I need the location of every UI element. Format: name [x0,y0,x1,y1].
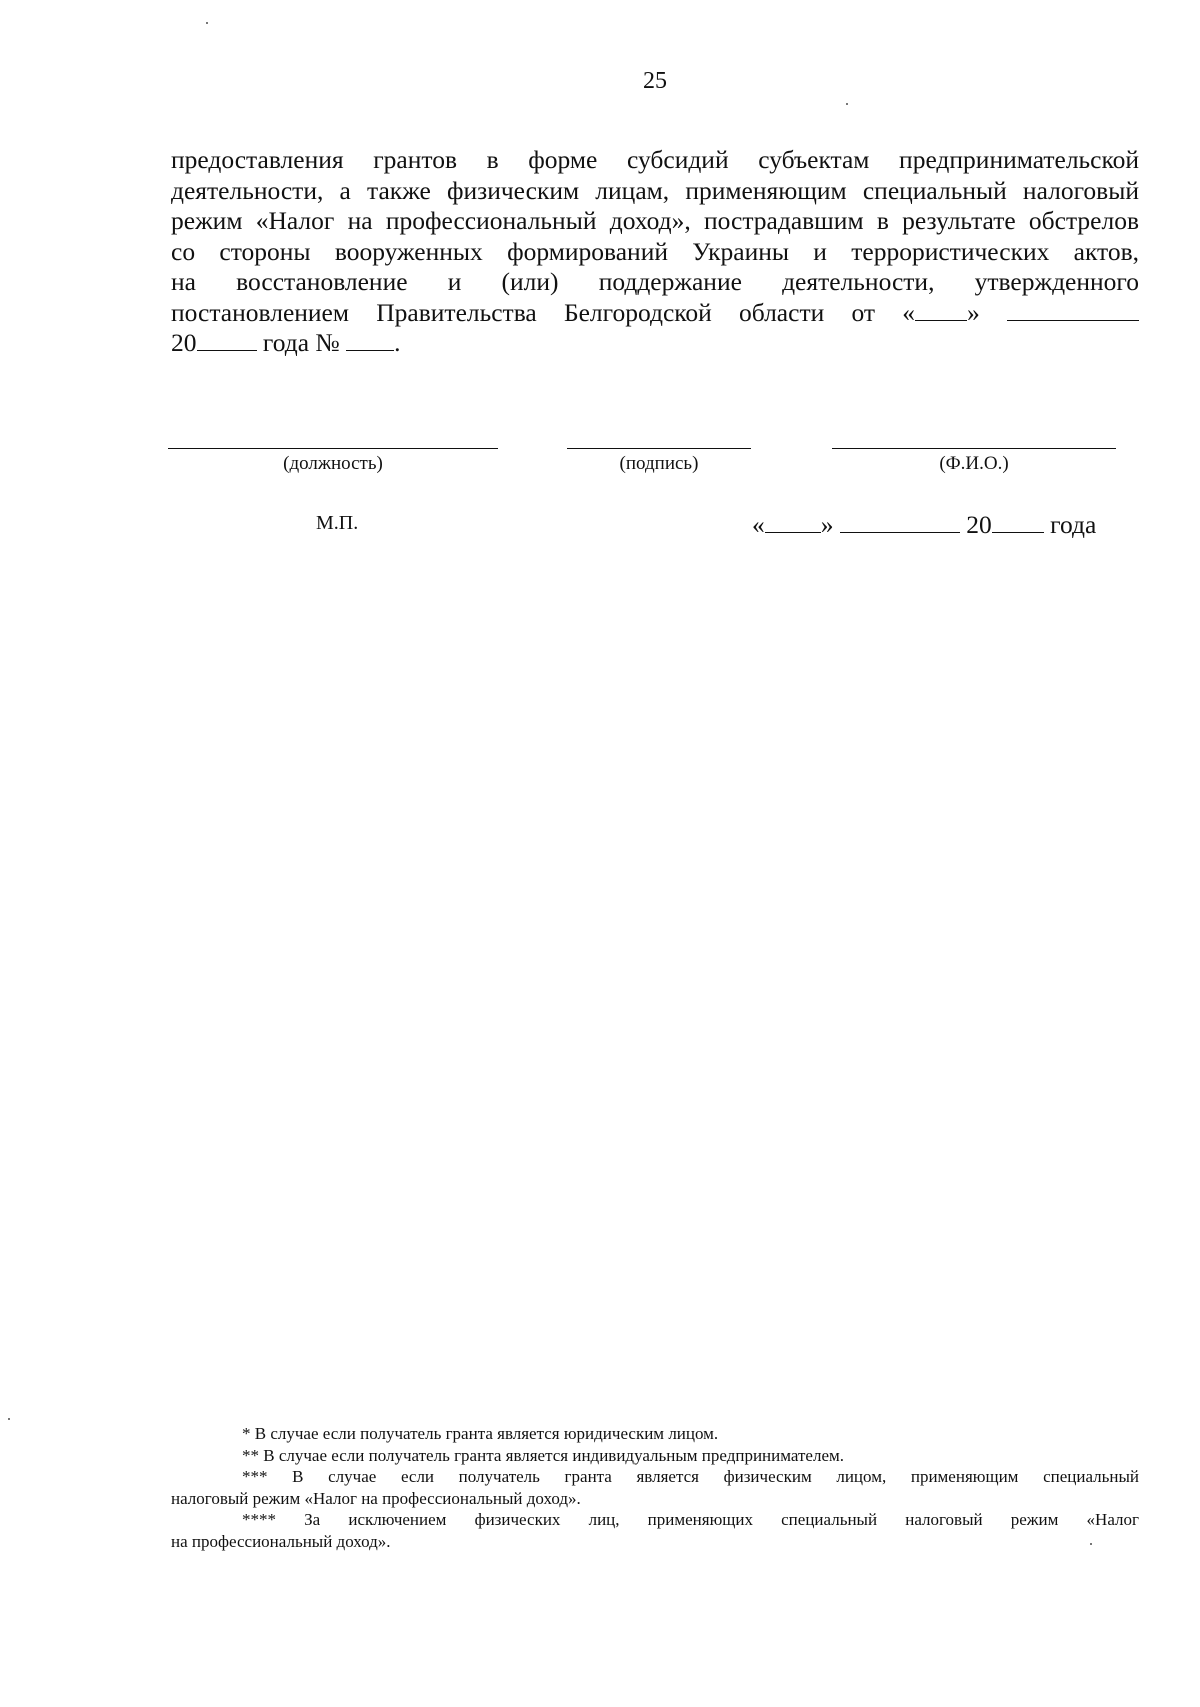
stamp-label: М.П. [316,512,359,534]
footnote-1: * В случае если получатель гранта является юридическим лицом. [242,1424,719,1443]
name-label: (Ф.И.О.) [939,453,1009,474]
footnote-3-line-1: *** В случае если получатель гранта является физическим лицом, применяющим специальный [242,1467,1139,1486]
footnote-2: ** В случае если получатель гранта является индивидуальным предпринимателем. [242,1445,845,1465]
signature-date [752,510,1096,540]
paragraph-line-5: на восстановление и (или) поддержание деятельности, утвержденного [171,267,1139,296]
line-end: . [394,328,401,357]
date-quote-close: » [820,510,834,539]
name-line [832,448,1116,449]
date-year-suffix: года [1050,510,1097,539]
blank-year [197,328,257,351]
paragraph-line-6-text: постановлением Правительства Белгородской области от « [171,297,916,327]
scan-speck [8,1418,10,1420]
main-paragraph [171,145,1139,359]
footnote-4-line-2: на профессиональный доход». [171,1531,391,1551]
scan-speck [846,103,848,105]
signature-line [567,448,751,449]
date-quote-open: « [752,510,765,539]
blank-date-day [765,510,821,533]
blank-day [915,298,967,321]
year-prefix: 20 [171,328,197,357]
blank-date-month [840,510,960,533]
footnote-3-line-2: налоговый режим «Налог на профессиональный доход». [171,1488,581,1508]
paragraph-line-1: предоставления грантов в форме субсидий субъектам предпринимательской [171,145,1139,174]
position-label: (должность) [283,453,383,474]
paragraph-line-7 [171,328,1139,359]
blank-number [346,328,394,351]
quote-close: » [967,297,980,327]
position-line [168,448,498,449]
scan-speck [1090,1543,1092,1545]
date-year-prefix: 20 [966,510,992,539]
page-number: 25 [643,68,667,94]
scan-speck [206,22,208,24]
paragraph-line-4: со стороны вооруженных формирований Украины и террористических актов, [171,236,1139,266]
year-number-text: года № [256,328,347,357]
footnotes [171,1423,1139,1552]
paragraph-line-2: деятельности, а также физическим лицам, применяющим специальный налоговый [171,175,1139,205]
paragraph-line-6 [171,298,1139,329]
blank-month [1007,298,1139,321]
footnote-4-line-1: **** За исключением физических лиц, применяющих специальный налоговый режим «Налог [242,1510,1139,1529]
blank-date-year [992,510,1044,533]
signature-label: (подпись) [619,453,699,474]
paragraph-line-3: режим «Налог на профессиональный доход», пострадавшим в результате обстрелов [171,206,1139,235]
